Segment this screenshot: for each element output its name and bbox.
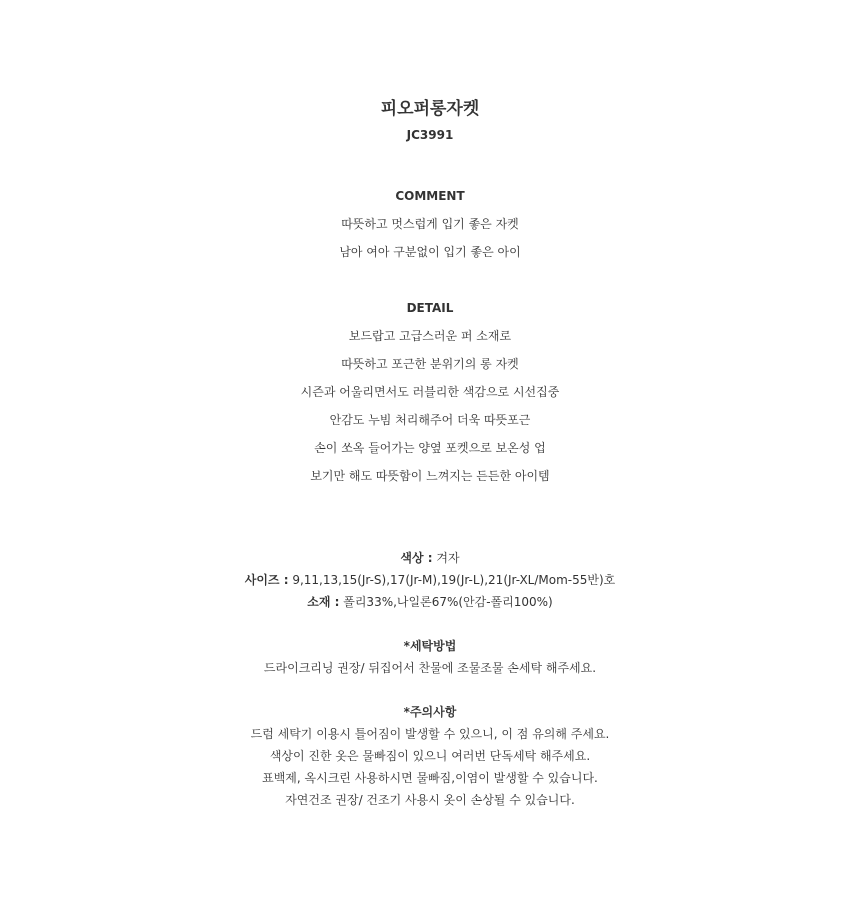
caution-heading: *주의사항 — [403, 705, 457, 719]
color-label: 색상 : — [400, 551, 433, 565]
comment-lines — [0, 210, 860, 266]
product-name: 피오퍼롱자켓 — [380, 99, 480, 119]
comment-line: 남아 여아 구분없이 입기 좋은 아이 — [339, 245, 521, 259]
color-row — [0, 547, 860, 569]
material-label: 소재 : — [307, 595, 340, 609]
material-value: 폴리33%,나일론67%(안감-폴리100%) — [343, 595, 553, 609]
detail-line: 안감도 누빔 처리해주어 더욱 따뜻포근 — [329, 413, 531, 427]
detail-line: 보기만 해도 따뜻함이 느껴지는 든든한 아이템 — [310, 469, 550, 483]
detail-line: 따뜻하고 포근한 분위기의 롱 자켓 — [341, 357, 519, 371]
washing-section — [0, 635, 860, 679]
size-row — [0, 569, 860, 591]
detail-heading: DETAIL — [406, 301, 454, 315]
detail-line: 시즌과 어울리면서도 러블리한 색감으로 시선집중 — [300, 385, 560, 399]
washing-heading: *세탁방법 — [403, 639, 457, 653]
detail-lines — [0, 322, 860, 490]
caution-line: 드럼 세탁기 이용시 틀어짐이 발생할 수 있으니, 이 점 유의해 주세요. — [250, 727, 610, 741]
detail-line: 손이 쏘옥 들어가는 양옆 포켓으로 보온성 업 — [314, 441, 546, 455]
caution-section — [0, 701, 860, 811]
comment-heading: COMMENT — [395, 189, 465, 203]
size-label: 사이즈 : — [244, 573, 289, 587]
comment-line: 따뜻하고 멋스럽게 입기 좋은 자켓 — [341, 217, 519, 231]
caution-line: 색상이 진한 옷은 물빠짐이 있으니 여러번 단독세탁 해주세요. — [269, 749, 591, 763]
product-info — [0, 547, 860, 613]
caution-line: 표백제, 옥시크린 사용하시면 물빠짐,이염이 발생할 수 있습니다. — [262, 771, 598, 785]
size-value: 9,11,13,15(Jr-S),17(Jr-M),19(Jr-L),21(Jr-XL/Mom-55반)호 — [292, 573, 616, 587]
caution-line: 자연건조 권장/ 건조기 사용시 옷이 손상될 수 있습니다. — [285, 793, 575, 807]
color-value: 겨자 — [436, 551, 460, 565]
washing-line: 드라이크리닝 권장/ 뒤집어서 찬물에 조물조물 손세탁 해주세요. — [263, 661, 597, 675]
material-row — [0, 591, 860, 613]
detail-line: 보드랍고 고급스러운 퍼 소재로 — [348, 329, 512, 343]
product-code: JC3991 — [406, 128, 454, 142]
